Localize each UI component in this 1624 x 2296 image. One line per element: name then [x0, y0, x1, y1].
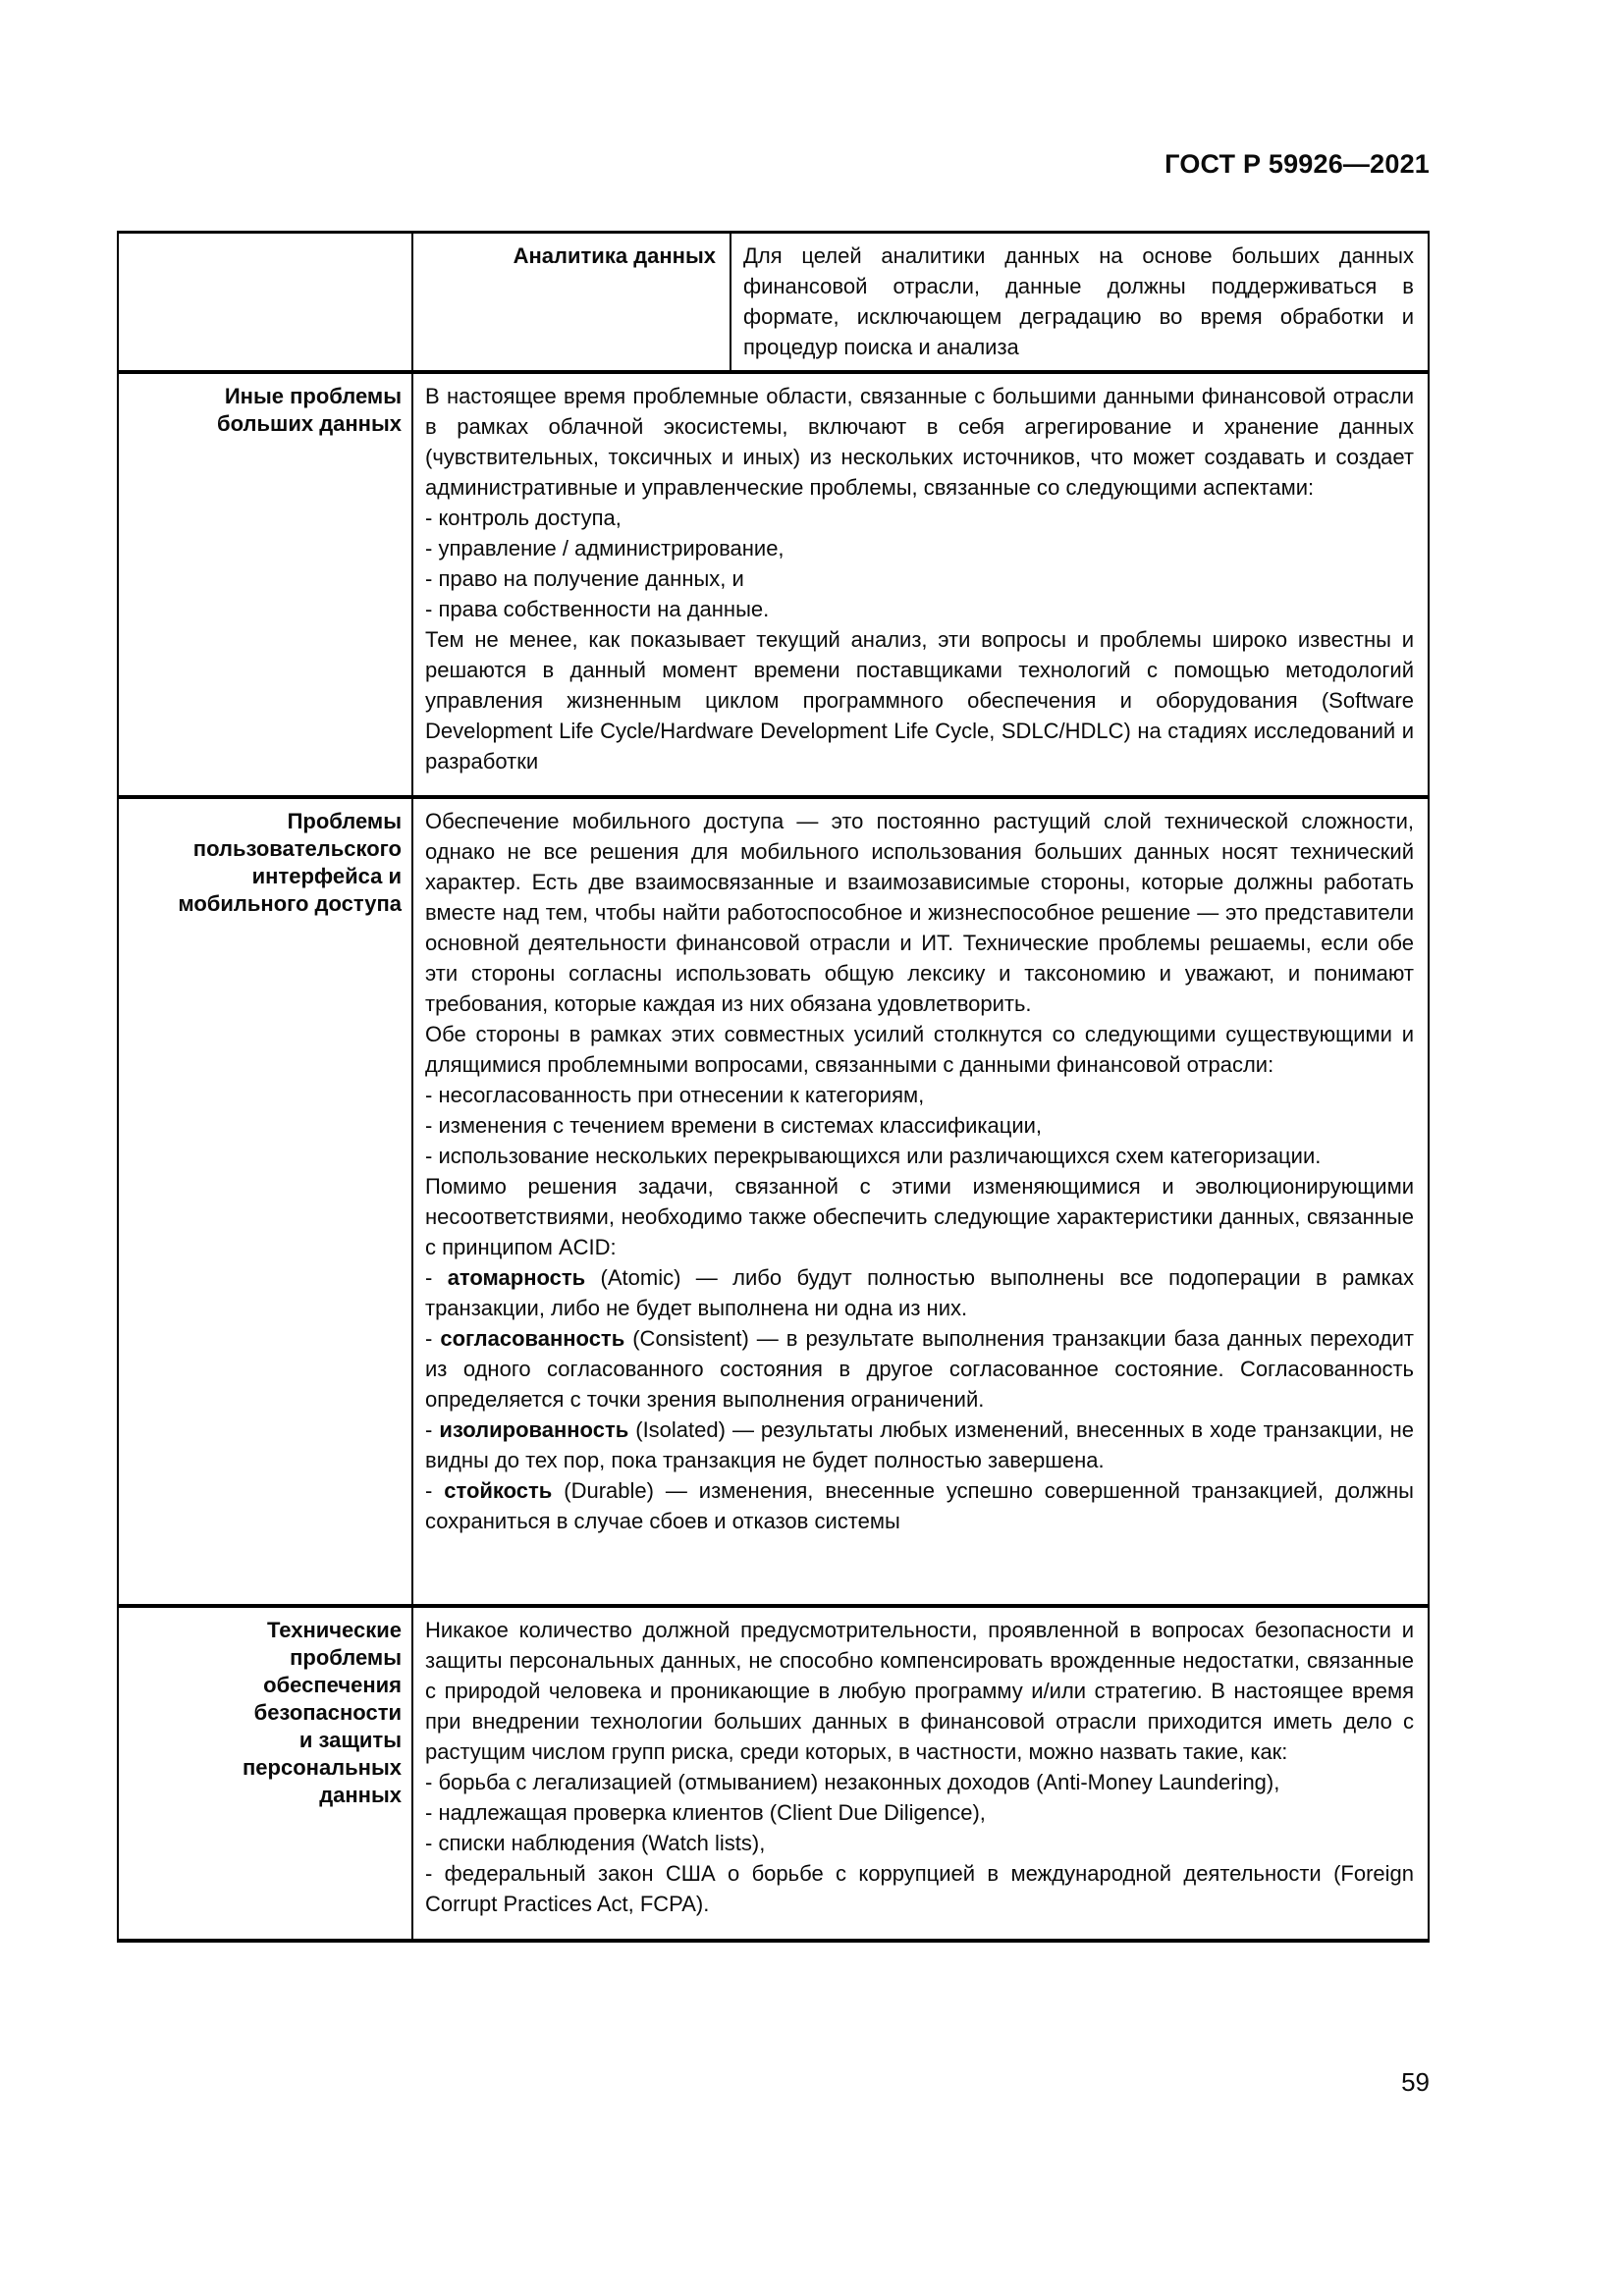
row-label-line: проблемы — [290, 1645, 402, 1670]
paragraph: - изолированность (Isolated) — результаты любых изменений, внесенных в ходе транзакции, не видны до тех пор, пока транзакция не будет полностью завершена. — [425, 1417, 1414, 1472]
paragraph: - федеральный закон США о борьбе с коррупцией в международной деятельности (Foreign Corrupt Practices Act, FCPA). — [425, 1861, 1414, 1916]
paragraph: Для целей аналитики данных на основе больших данных финансовой отрасли, данные должны поддерживаться в формате, исключающем деградацию во время обработки и процедур поиска и анализа — [743, 243, 1414, 359]
paragraph: - управление / администрирование, — [425, 536, 785, 561]
doc-table — [117, 231, 1430, 1943]
row-label-cell — [119, 799, 413, 1604]
row-label-line: пользовательского — [192, 836, 402, 861]
row-label-line: данных — [319, 1783, 402, 1807]
paragraph: - атомарность (Atomic) — либо будут полностью выполнены все подоперации в рамках транзакции, либо не будет выполнена ни одна из них. — [425, 1265, 1414, 1320]
paragraph: Никакое количество должной предусмотрительности, проявленной в вопросах безопасности и защиты персональных данных, не способно компенсировать врожденные недостатки, связанные с природой человека и проникающие в любую программу и/или стратегию. В настоящее время при внедрении технологии больших данных в финансовой отрасли приходится иметь дело с растущим числом групп риска, среди которых, в частности, можно назвать такие, как: — [425, 1618, 1414, 1764]
paragraph: Помимо решения задачи, связанной с этими изменяющимися и эволюционирующими несоответствиями, необходимо также обеспечить следующие характеристики данных, связанные с принципом ACID: — [425, 1174, 1414, 1259]
row-label-cell — [119, 234, 413, 370]
row-label-line: Технические — [266, 1618, 402, 1642]
paragraph: - контроль доступа, — [425, 506, 622, 530]
paragraph: - право на получение данных, и — [425, 566, 744, 591]
table-row — [119, 234, 1428, 370]
paragraph: Тем не менее, как показывает текущий анализ, эти вопросы и проблемы широко известны и решаются в данный момент времени поставщиками технологий с помощью методологий управления жизненным циклом программного обеспечения и оборудования (Software Development Life Cycle/Hardware Development Life Cycle, SDLC/HDLC) на стадиях исследований и разработки — [425, 627, 1414, 774]
row-label-line: и защиты — [298, 1728, 402, 1752]
paragraph: - изменения с течением времени в системах классификации, — [425, 1113, 1043, 1138]
paragraph: - списки наблюдения (Watch lists), — [425, 1831, 766, 1855]
table-row — [119, 1604, 1428, 1939]
paragraph: В настоящее время проблемные области, связанные с большими данными финансовой отрасли в рамках облачной экосистемы, включают в себя агрегирование и хранение данных (чувствительных, токсичных и иных) из нескольких источников, что может создавать и создает административные и управленческие проблемы, связанные со следующими аспектами: — [425, 384, 1414, 500]
row-text-cell — [413, 374, 1428, 795]
page-number: 59 — [1401, 2067, 1430, 2097]
paragraph: - надлежащая проверка клиентов (Client Due Diligence), — [425, 1800, 986, 1825]
table-row — [119, 795, 1428, 1604]
row-text-cell — [413, 1608, 1428, 1939]
paragraph: Обе стороны в рамках этих совместных усилий столкнутся со следующими существующими и длящимися проблемными вопросами, связанными с данными финансовой отрасли: — [425, 1022, 1414, 1077]
table-row — [119, 370, 1428, 795]
row-label-line: безопасности — [253, 1700, 402, 1725]
paragraph: - стойкость (Durable) — изменения, внесенные успешно совершенной транзакцией, должны сохраниться в случае сбоев и отказов системы — [425, 1478, 1414, 1533]
paragraph: - несогласованность при отнесении к категориям, — [425, 1083, 925, 1107]
row-label-line: мобильного доступа — [178, 891, 402, 916]
paragraph: - использование нескольких перекрывающихся или различающихся схем категоризации. — [425, 1144, 1322, 1168]
row-label-line: интерфейса и — [251, 864, 402, 888]
row-label-line: обеспечения — [263, 1673, 402, 1697]
row-label-line: персональных — [243, 1755, 402, 1780]
row-text-cell — [731, 234, 1428, 370]
paragraph: - борьба с легализацией (отмыванием) незаконных доходов (Anti-Money Laundering), — [425, 1770, 1280, 1794]
paragraph: - права собственности на данные. — [425, 597, 770, 621]
paragraph: Обеспечение мобильного доступа — это постоянно растущий слой технической сложности, однако не все решения для мобильного использования больших данных носят технический характер. Есть две взаимосвязанные и взаимозависимые стороны, которые должны работать вместе над тем, чтобы найти работоспособное и жизнеспособное решение — это представители основной деятельности финансовой отрасли и ИТ. Технические проблемы решаемы, если обе эти стороны согласны использовать общую лексику и таксономию и уважают, и понимают требования, которые каждая из них обязана удовлетворить. — [425, 809, 1414, 1016]
paragraph: - согласованность (Consistent) — в результате выполнения транзакции база данных переходит из одного согласованного состояния в другое согласованное состояние. Согласованность определяется с точки зрения выполнения ограничений. — [425, 1326, 1414, 1412]
document-header: ГОСТ Р 59926—2021 — [1164, 149, 1430, 179]
row-label-cell — [119, 1608, 413, 1939]
row-label-line: Иные проблемы — [224, 384, 402, 408]
row-sublabel-cell: Аналитика данных — [413, 234, 731, 370]
row-label-line: Проблемы — [287, 809, 402, 833]
row-label-cell — [119, 374, 413, 795]
row-text-cell — [413, 799, 1428, 1604]
row-label-line: больших данных — [217, 411, 402, 436]
